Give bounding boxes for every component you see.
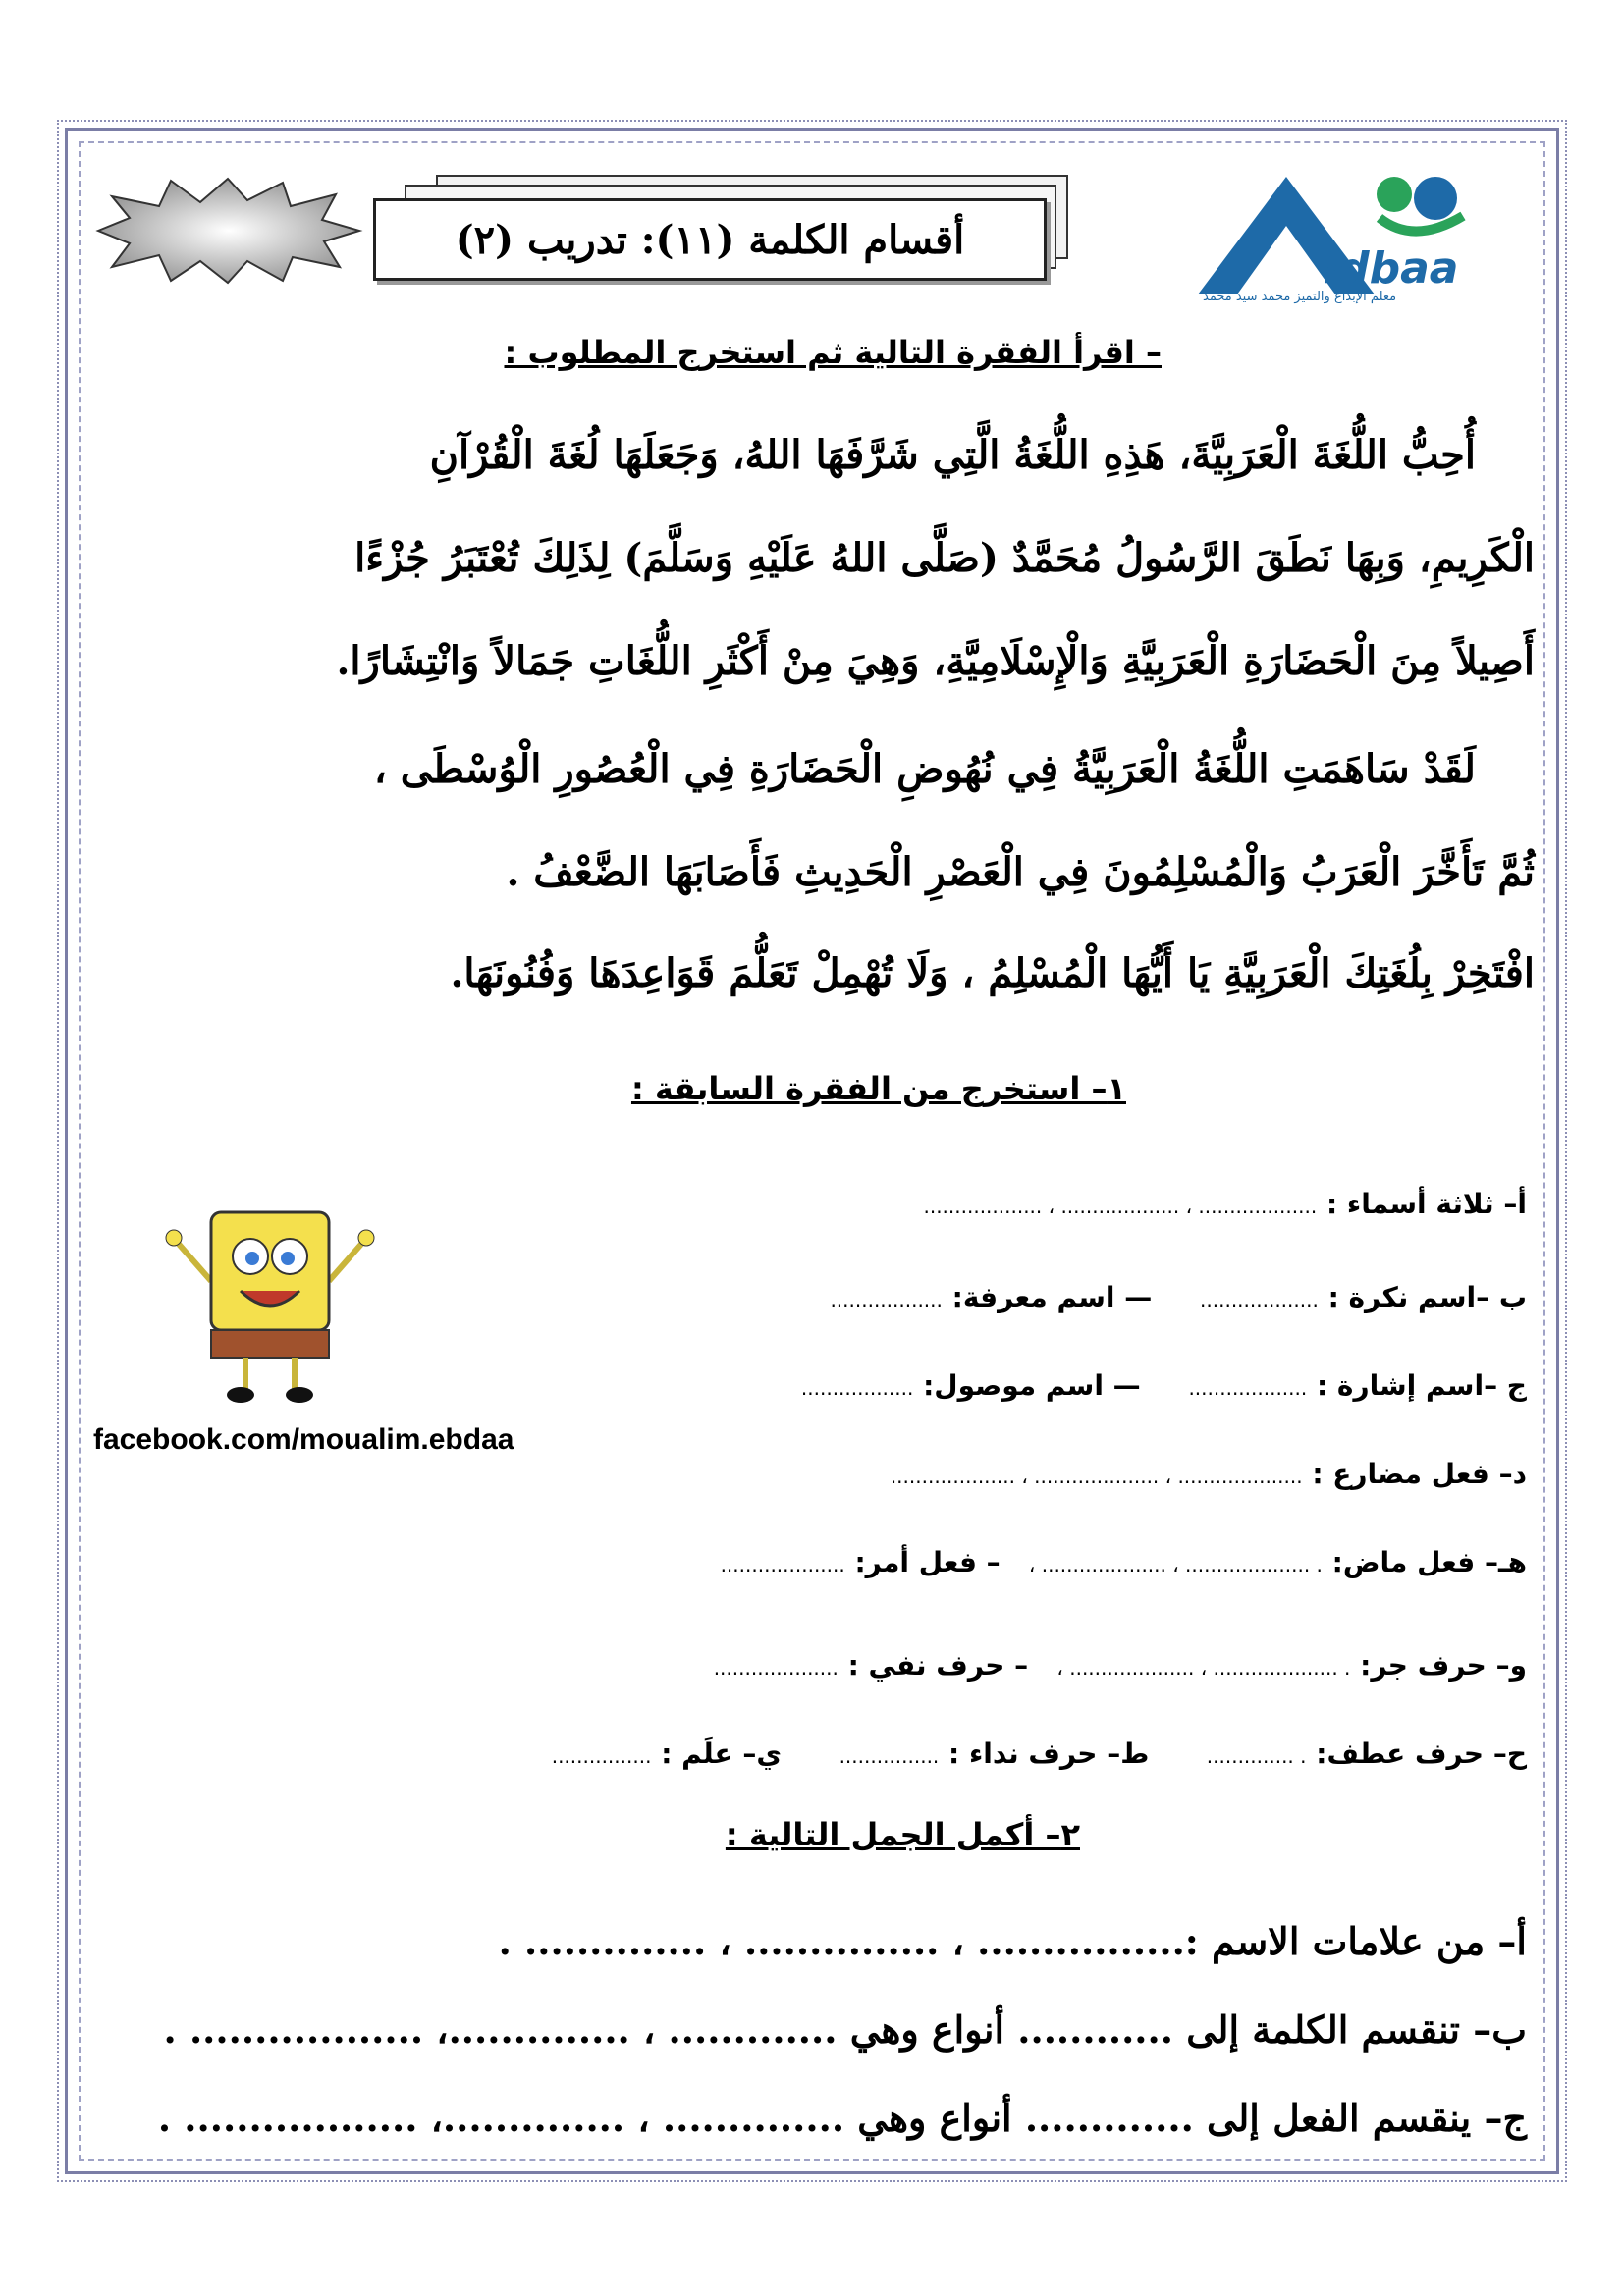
logo-text: ldbaa (1324, 243, 1459, 294)
paragraph-line: أُحِبُّ اللُّغَةَ الْعَرَبِيَّةَ، هَذِهِ اللُّغَةُ الَّتِي شَرَّفَهَا اللهُ، وَجَعَلَهَا لُغَةَ الْقُرْآنِ (429, 432, 1476, 478)
section2-heading: ٢– أكمل الجمل التالية : (725, 1816, 1080, 1853)
paragraph-line: الْكَرِيمِ، وَبِهَا نَطَقَ الرَّسُولُ مُحَمَّدٌ (صَلَّى اللهُ عَلَيْهِ وَسَلَّمَ) لِذَلِكَ تُعْتَبَرُ جُزْءًا (354, 535, 1535, 581)
completion-sentence: ج– ينقسم الفعل إلى ............. أنواع وهي .............. ، ..............، .................. . (157, 2096, 1527, 2140)
item-label: ج –اسم إشارة : (1316, 1369, 1527, 1402)
exercise-item (830, 1281, 1527, 1313)
title-banner (373, 175, 1080, 275)
exercise-item (552, 1737, 1527, 1770)
answer-blank[interactable]: .................... (713, 1656, 839, 1680)
section1-heading: ١– استخرج من الفقرة السابقة : (630, 1070, 1126, 1107)
paragraph-line: أَصِيلاً مِنَ الْحَضَارَةِ الْعَرَبِيَّةِ وَالْإِسْلَامِيَّةِ، وَهِيَ مِنْ أَكْثَرِ اللُّغَاتِ جَمَالاً وَانْتِشَارًا. (336, 638, 1535, 684)
answer-blank[interactable]: .................... (720, 1553, 845, 1576)
item-label: أ– ثلاثة أسماء : (1325, 1188, 1527, 1220)
paragraph-line: لَقَدْ سَاهَمَتِ اللُّغَةُ الْعَرَبِيَّةُ فِي نُهُوضِ الْحَضَارَةِ فِي الْعُصُورِ الْوُسْطَى ، (373, 746, 1476, 792)
exercise-item (801, 1369, 1527, 1402)
item-label: ي– علَم : (661, 1737, 783, 1770)
sponge-character-icon (162, 1202, 378, 1409)
answer-blank[interactable]: .................. (830, 1288, 943, 1311)
exercise-item (714, 1649, 1527, 1682)
answer-blank[interactable]: ................... ، ................... ، ................... (923, 1195, 1318, 1218)
item-label: د– فعل مضارع : (1312, 1458, 1527, 1490)
starburst-icon (90, 177, 365, 285)
item-label: — اسم موصول: (923, 1369, 1141, 1402)
item-label: و– حرف جر: (1360, 1649, 1527, 1682)
facebook-link[interactable]: facebook.com/moualim.ebdaa (93, 1423, 514, 1456)
completion-sentence: ب– تنقسم الكلمة إلى ............ أنواع وهي ............. ، ..............، .................. . (163, 2007, 1527, 2052)
page-title: أقسام الكلمة (١١): تدريب (٢) (373, 198, 1047, 281)
exercise-item (923, 1188, 1527, 1220)
item-label: – حرف نفي : (847, 1649, 1029, 1682)
instruction-heading: – اقرأ الفقرة التالية ثم استخرج المطلوب : (504, 334, 1162, 371)
answer-blank[interactable]: ................ (839, 1744, 940, 1768)
item-label: ب –اسم نكرة : (1327, 1281, 1527, 1313)
answer-blank[interactable]: ................... (1200, 1288, 1319, 1311)
logo-tagline: معلم الإبداع والتميز محمد سيد محمد (1203, 290, 1397, 304)
item-label: — اسم معرفة: (951, 1281, 1153, 1313)
exercise-item (891, 1458, 1527, 1490)
paragraph-line: ثُمَّ تَأَخَّرَ الْعَرَبُ وَالْمُسْلِمُونَ فِي الْعَصْرِ الْحَدِيثِ فَأَصَابَهَا الضَّعْفُ . (506, 849, 1535, 895)
item-label: ط– حرف نداء : (948, 1737, 1150, 1770)
completion-sentence: أ– من علامات الاسم :................ ، ............... ، .............. . (498, 1919, 1527, 1963)
answer-blank[interactable]: . .................... ، .................... ، (1056, 1656, 1351, 1680)
paragraph-line: افْتَخِرْ بِلُغَتِكَ الْعَرَبِيَّةِ يَا أَيُّهَا الْمُسْلِمُ ، وَلَا تُهْمِلْ تَعَلُّمَ قَوَاعِدَهَا وَفُنُونَهَا. (450, 950, 1535, 996)
answer-blank[interactable]: ................... (1188, 1376, 1308, 1400)
answer-blank[interactable]: .................. (800, 1376, 914, 1400)
item-label: هـ– فعل ماض: (1331, 1546, 1527, 1578)
answer-blank[interactable]: ................ (551, 1744, 652, 1768)
answer-blank[interactable]: . .............. (1206, 1744, 1307, 1768)
exercise-item (721, 1546, 1527, 1578)
answer-blank[interactable]: .................... ، .................... ، .................... (890, 1465, 1303, 1488)
item-label: ح– حرف عطف: (1316, 1737, 1527, 1770)
answer-blank[interactable]: . .................... ، .................... ، (1028, 1553, 1323, 1576)
item-label: – فعل أمر: (854, 1546, 1001, 1578)
